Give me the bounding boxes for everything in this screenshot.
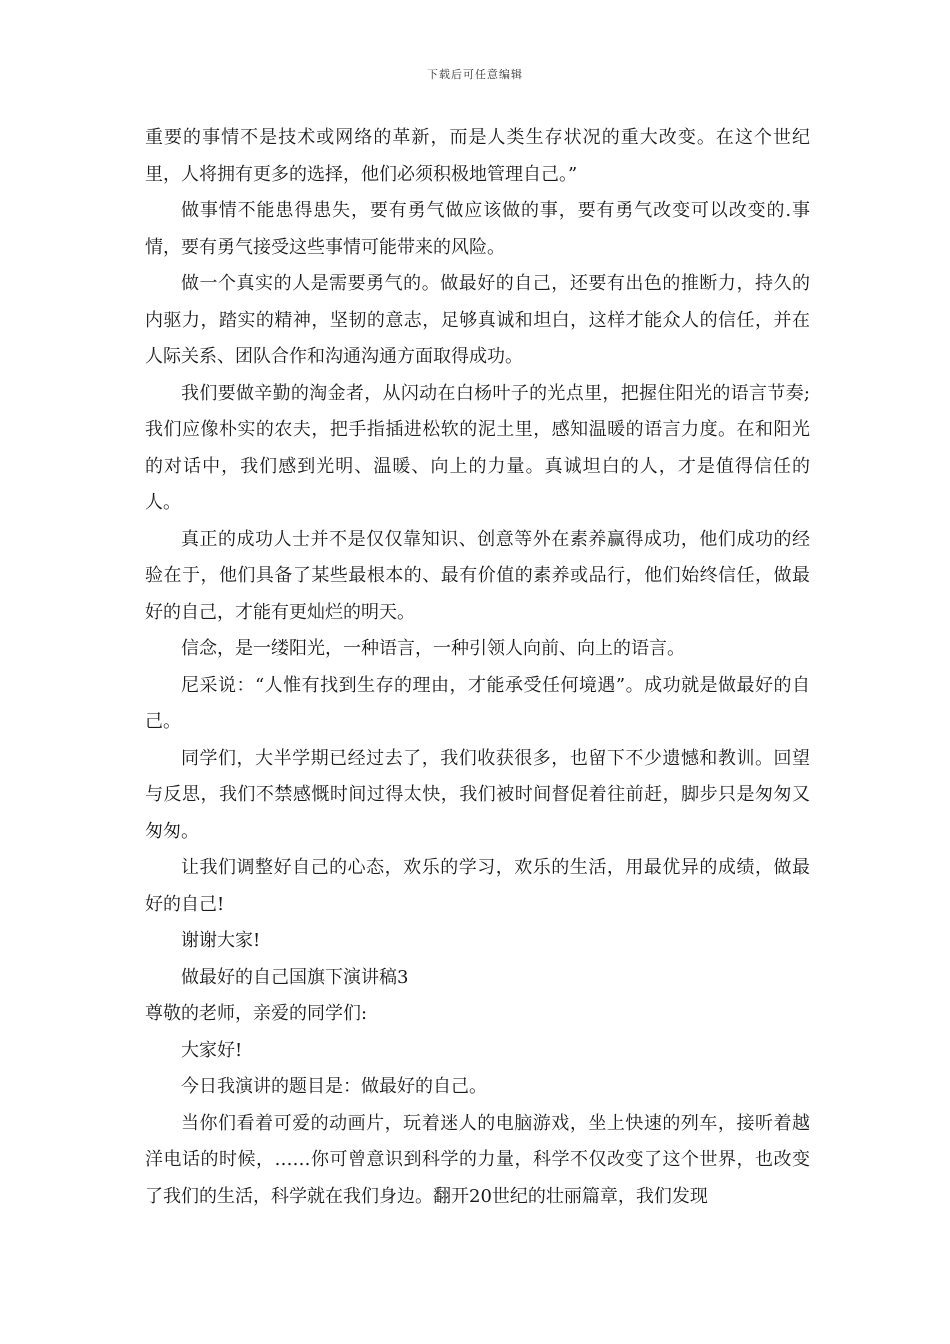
section-title: 做最好的自己国旗下演讲稿3: [181, 966, 409, 988]
paragraph-9: 让我们调整好自己的心态，欢乐的学习，欢乐的生活，用最优异的成绩，做最好的自己!: [145, 857, 810, 915]
paragraph-8: 同学们，大半学期已经过去了，我们收获很多，也留下不少遗憾和教训。回望与反思，我们不禁感慨时间过得太快，我们被时间督促着往前赶，脚步只是匆匆又匆匆。: [145, 747, 810, 842]
paragraph-5: 真正的成功人士并不是仅仅靠知识、创意等外在素养赢得成功，他们成功的经验在于，他们具备了某些最根本的、最有价值的素养或品行，他们始终信任，做最好的自己，才能有更灿烂的明天。: [145, 528, 810, 623]
paragraph-6: 信念，是一缕阳光，一种语言，一种引领人向前、向上的语言。: [181, 638, 685, 659]
page-header: 下载后可任意编辑: [427, 68, 523, 81]
paragraph-1: 重要的事情不是技术或网络的革新，而是人类生存状况的重大改变。在这个世纪里，人将拥有更多的选择，他们必须积极地管理自己。”: [145, 127, 810, 185]
paragraph-2: 做事情不能患得患失，要有勇气做应该做的事，要有勇气改变可以改变的.事情，要有勇气接受这些事情可能带来的风险。: [145, 200, 810, 258]
salutation: 尊敬的老师，亲爱的同学们:: [145, 1003, 368, 1024]
paragraph-10: 谢谢大家!: [181, 930, 261, 951]
speech-topic: 今日我演讲的题目是：做最好的自己。: [181, 1076, 487, 1097]
greeting: 大家好!: [181, 1039, 243, 1061]
paragraph-3: 做一个真实的人是需要勇气的。做最好的自己，还要有出色的推断力，持久的内驱力，踏实的精神，坚韧的意志，足够真诚和坦白，这样才能众人的信任，并在人际关系、团队合作和沟通沟通方面取得成功。: [145, 273, 810, 367]
paragraph-7: 尼采说：“人惟有找到生存的理由，才能承受任何境遇”。成功就是做最好的自己。: [145, 674, 810, 732]
paragraph-4: 我们要做辛勤的淘金者，从闪动在白杨叶子的光点里，把握住阳光的语言节奏;我们应像朴实的农夫，把手指插进松软的泥土里，感知温暖的语言力度。在和阳光的对话中，我们感到光明、温暖、向上的力量。真诚坦白的人，才是值得信任的人。: [145, 382, 810, 513]
document-body: [145, 120, 810, 1215]
paragraph-15: 当你们看着可爱的动画片，玩着迷人的电脑游戏，坐上快速的列车，接听着越洋电话的时候，……你可曾意识到科学的力量，科学不仅改变了这个世界，也改变了我们的生活，科学就在我们身边。翻开20世纪的壮丽篇章，我们发现: [145, 1112, 810, 1207]
